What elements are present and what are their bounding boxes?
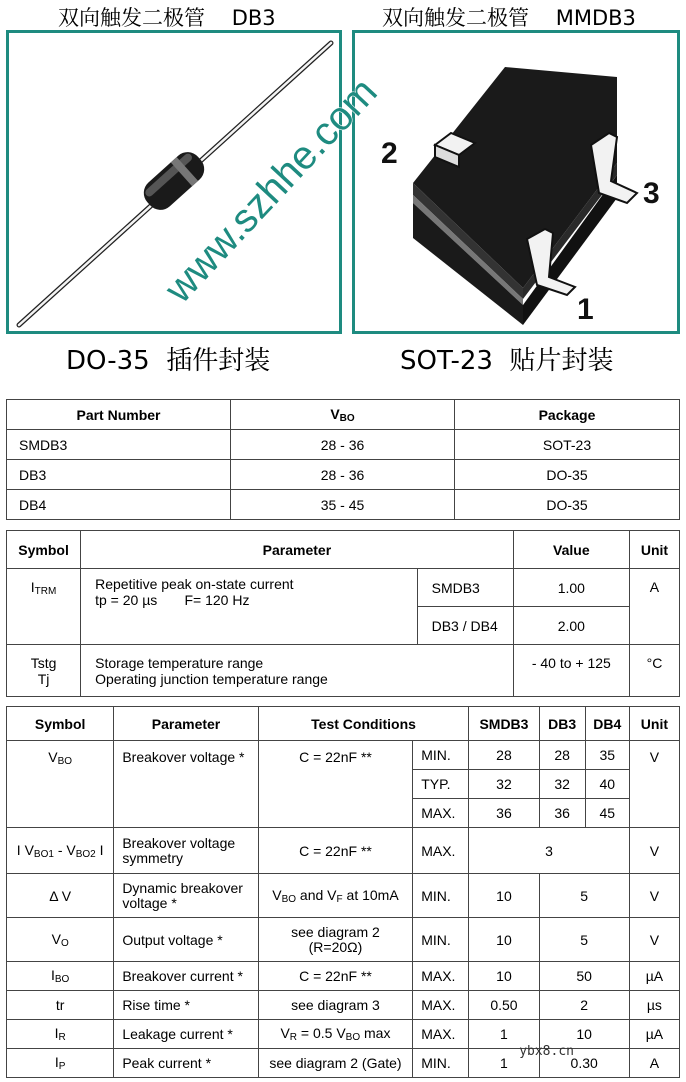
table-row: DB3 / DB4 2.00 xyxy=(7,607,680,645)
table-row: $I_{BO}$ Breakover current * C = 22nF ** MAX. 10 50 µA xyxy=(7,962,680,991)
table-row: $V_O$ Output voltage * see diagram 2 (R=20Ω) MIN. 10 5 V xyxy=(7,918,680,962)
corner-watermark: ybx8.cn xyxy=(519,1044,574,1059)
table-row: DB3 28 - 36 DO-35 xyxy=(7,460,680,490)
table-row: Tstg Tj Storage temperature range Operating junction temperature range - 40 to + 125 °C xyxy=(7,645,680,697)
itrm-symbol: $I_{TRM}$ xyxy=(7,569,81,645)
col-unit: Unit xyxy=(629,531,679,569)
header-left: 双向触发二极管 DB3 xyxy=(58,6,276,30)
col-part-number: Part Number xyxy=(7,400,231,430)
table-row: $V_{BO}$ Breakover voltage * C = 22nF ** MIN. 28 28 35 V xyxy=(7,741,680,770)
col-symbol: Symbol xyxy=(7,707,114,741)
table-row: $I_{TRM}$ Repetitive peak on-state current tp = 20 µs F= 120 Hz SMDB3 1.00 A xyxy=(7,569,680,607)
table-row: $I_P$ Peak current * see diagram 2 (Gate) MIN. 1 0.30 A xyxy=(7,1049,680,1078)
electrical-characteristics-table xyxy=(6,706,680,1078)
absolute-ratings-table xyxy=(6,530,680,697)
col-parameter: Parameter xyxy=(114,707,258,741)
col-symbol: Symbol xyxy=(7,531,81,569)
caption-sot23: SOT-23 贴片封装 xyxy=(400,346,614,376)
col-smdb3: SMDB3 xyxy=(469,707,539,741)
table-row: SMDB3 28 - 36 SOT-23 xyxy=(7,430,680,460)
pin-1-label: 1 xyxy=(577,293,594,326)
col-db4: DB4 xyxy=(585,707,629,741)
table-row: Δ V Dynamic breakover voltage * $V_{BO}$ and $V_F$ at 10mA MIN. 10 5 V xyxy=(7,874,680,918)
col-test-conditions: Test Conditions xyxy=(258,707,469,741)
table-row: tr Rise time * see diagram 3 MAX. 0.50 2 µs xyxy=(7,991,680,1020)
col-parameter: Parameter xyxy=(81,531,514,569)
pin-3-label: 3 xyxy=(643,177,660,210)
table-row: MAX. 36 36 45 xyxy=(7,799,680,828)
svg-text:www.szhhe.com: www.szhhe.com xyxy=(156,69,386,312)
website-watermark xyxy=(0,0,686,360)
table-row: TYP. 32 32 40 xyxy=(7,770,680,799)
part-number-table xyxy=(6,399,680,520)
header-right: 双向触发二极管 MMDB3 xyxy=(382,6,636,30)
col-vbo: $V_{BO}$ xyxy=(231,400,455,430)
tstg-symbol: Tstg Tj xyxy=(7,645,81,697)
pin-2-label: 2 xyxy=(381,137,398,170)
table-row: DB4 35 - 45 DO-35 xyxy=(7,490,680,520)
caption-do35: DO-35 插件封装 xyxy=(66,346,271,376)
col-unit: Unit xyxy=(629,707,679,741)
table-row: I $V_{BO1} - V_{BO2}$ I Breakover voltage symmetry C = 22nF ** MAX. 3 V xyxy=(7,828,680,874)
col-db3: DB3 xyxy=(539,707,585,741)
itrm-description: Repetitive peak on-state current tp = 20 µs F= 120 Hz xyxy=(81,569,418,645)
col-value: Value xyxy=(513,531,629,569)
table-row: $I_R$ Leakage current * $V_R = 0.5$ $V_{BO}$ max MAX. 1 10 µA xyxy=(7,1020,680,1049)
col-package: Package xyxy=(455,400,680,430)
